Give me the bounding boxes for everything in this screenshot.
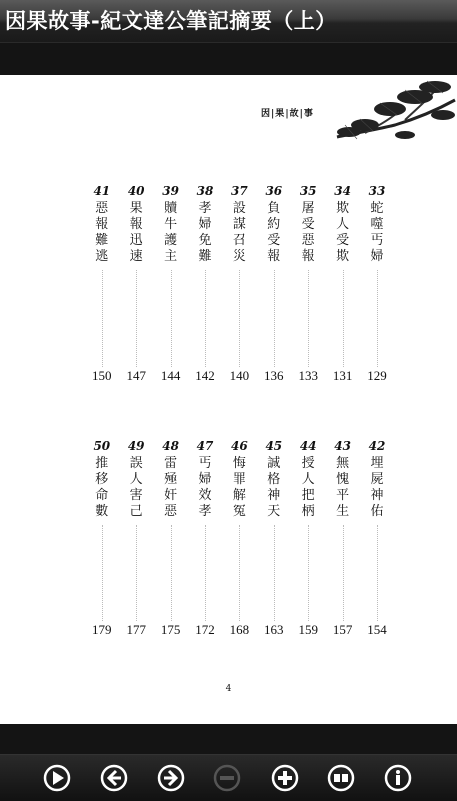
pine-branch-illustration — [335, 75, 457, 150]
toc-entry-title-char: 己 — [129, 504, 143, 519]
toc-entry-title-char: 解 — [232, 488, 246, 503]
toc-leader-dots — [136, 525, 137, 621]
toc-entry-title-char: 佑 — [370, 504, 384, 519]
toc-entry-title-char: 殛 — [164, 472, 178, 487]
toc-entry-title-char: 無 — [336, 456, 350, 471]
toc-entry-title-char: 埋 — [370, 456, 384, 471]
next-icon — [156, 763, 186, 793]
toc-entry-title-char: 報 — [95, 217, 109, 232]
sub-bar — [0, 42, 457, 76]
toc-entry-title-char: 平 — [336, 488, 350, 503]
toc-entry-title-char: 柄 — [301, 504, 315, 519]
toc-entry-number: 49 — [127, 439, 145, 453]
toc-leader-dots — [377, 270, 378, 367]
book-page[interactable] — [0, 75, 457, 724]
toc-entry-title-char: 欺 — [336, 249, 350, 264]
toc-leader-dots — [343, 270, 344, 367]
toc-entry[interactable] — [92, 439, 112, 520]
toc-entry-title-char: 召 — [232, 233, 246, 248]
app-title: 因果故事-紀文達公筆記摘要（上） — [5, 9, 337, 33]
toc-entry-title — [126, 201, 146, 265]
toc-entry-title-char: 丐 — [198, 456, 212, 471]
toc-entry-title-char: 屠 — [301, 201, 315, 216]
toc-entry-number: 47 — [196, 439, 214, 453]
toc-entry-number: 43 — [334, 439, 351, 453]
toc-leader-dots — [239, 525, 240, 621]
toc-entry-title-char: 推 — [95, 456, 109, 471]
toc-entry-title — [264, 456, 284, 520]
toc-entry-title-char: 誠 — [267, 456, 281, 471]
bottom-bar — [0, 724, 457, 754]
toc-entry-title-char: 報 — [267, 249, 281, 264]
toc-entry-title-char: 數 — [95, 504, 109, 519]
toc-leader-dots — [343, 525, 344, 621]
toc-entry-title-char: 免 — [198, 233, 212, 248]
toc-leader-dots — [239, 270, 240, 367]
header-tag-char: 果 — [275, 109, 286, 119]
toc-entry-page[interactable]: 140 — [229, 368, 250, 383]
toc-entry-title — [161, 456, 181, 520]
page-folio: 4 — [225, 684, 232, 694]
toc-entry-page[interactable]: 154 — [367, 622, 387, 637]
toc-entry-page[interactable]: 131 — [332, 368, 353, 383]
toc-entry-page[interactable]: 157 — [332, 622, 353, 637]
toc-entry[interactable] — [298, 439, 318, 520]
toc-entry-title-char: 冤 — [232, 504, 246, 519]
toc-entry-title-char: 效 — [198, 488, 212, 503]
toc-entry-number: 44 — [299, 439, 317, 453]
toc-entry-title — [333, 201, 353, 265]
toc-entry-title-char: 命 — [95, 488, 109, 503]
toc-entry-title-char: 受 — [267, 233, 281, 248]
toc-entry-page[interactable]: 144 — [160, 368, 181, 383]
toc-entry-title-char: 難 — [198, 249, 212, 264]
toc-entry-page[interactable]: 168 — [229, 622, 250, 637]
toc-entry-title-char: 噬 — [370, 217, 384, 232]
toc-entry-title-char: 雷 — [164, 456, 178, 471]
toc-entry-title-char: 果 — [129, 201, 143, 216]
toc-entry[interactable] — [161, 184, 181, 265]
two-page-icon — [326, 763, 356, 793]
toc-entry[interactable] — [367, 439, 387, 520]
toc-entry-title-char: 護 — [164, 233, 178, 248]
toc-entry-title — [229, 456, 249, 520]
toc-entry-number: 50 — [93, 439, 111, 453]
toc-leader-dots — [308, 525, 309, 621]
toc-entry-page[interactable]: 136 — [264, 368, 284, 383]
toc-entry[interactable] — [333, 184, 353, 265]
toc-entry-number: 41 — [93, 184, 111, 198]
toc-leader-dots — [377, 525, 378, 621]
toc-entry-number: 38 — [196, 184, 214, 198]
toc-entry-title-char: 惡 — [95, 201, 109, 216]
toc-entry[interactable] — [264, 439, 284, 520]
toc-entry[interactable] — [298, 184, 318, 265]
toc-entry-title-char: 速 — [129, 249, 143, 264]
toc-entry-title — [161, 201, 181, 265]
toc-entry-number: 33 — [368, 184, 386, 198]
toc-entry-title-char: 贖 — [164, 201, 178, 216]
toc-entry-title-char: 孝 — [198, 504, 212, 519]
toc-entry-title-char: 天 — [267, 504, 281, 519]
toc-entry-title — [367, 456, 387, 520]
toc-entry-page[interactable]: 177 — [126, 622, 146, 637]
toc-entry[interactable] — [195, 439, 215, 520]
toc-entry-title-char: 蛇 — [370, 201, 384, 216]
toc-entry-title — [92, 456, 112, 520]
two-page-button[interactable] — [326, 763, 356, 793]
toc-entry[interactable] — [126, 439, 146, 520]
toc-entry[interactable] — [367, 184, 387, 265]
toc-entry-title-char: 婦 — [370, 249, 384, 264]
toc-entry-number: 46 — [231, 439, 248, 453]
toc-entry-page[interactable]: 179 — [92, 622, 112, 637]
toc-entry-title-char: 罪 — [232, 472, 246, 487]
toc-entry[interactable] — [126, 184, 146, 265]
toc-entry-title-char: 約 — [267, 217, 281, 232]
toc-entry-title — [195, 456, 215, 520]
play-icon — [42, 763, 72, 793]
toc-entry-title-char: 設 — [232, 201, 246, 216]
toc-entry-page[interactable]: 163 — [264, 622, 284, 637]
toc-entry-title-char: 丐 — [370, 233, 384, 248]
toc-entry-page[interactable]: 150 — [92, 368, 112, 383]
toc-entry-title-char: 孝 — [198, 201, 212, 216]
info-button[interactable] — [383, 763, 413, 793]
toc-entry-title-char: 格 — [267, 472, 281, 487]
toc-entry-number: 34 — [334, 184, 351, 198]
toc-entry-page[interactable]: 142 — [195, 368, 215, 383]
toc-entry[interactable] — [229, 439, 249, 520]
next-button[interactable] — [156, 763, 186, 793]
toc-entry-title-char: 報 — [129, 217, 143, 232]
toc-entry-title-char: 報 — [301, 249, 315, 264]
toc-entry-title-char: 負 — [267, 201, 281, 216]
toc-entry-title-char: 惡 — [164, 504, 178, 519]
toc-entry-title — [333, 456, 353, 520]
toc-leader-dots — [171, 270, 172, 367]
toc-entry-title-char: 生 — [336, 504, 350, 519]
toc-entry-title-char: 人 — [129, 472, 143, 487]
toc-entry-title-char: 屍 — [370, 472, 384, 487]
toc-entry[interactable] — [195, 184, 215, 265]
toc-entry-title-char: 婦 — [198, 217, 212, 232]
toc-leader-dots — [102, 525, 103, 621]
toc-entry-title — [126, 456, 146, 520]
header-tag-char: 事 — [303, 109, 314, 119]
header-tag-char: 故 — [289, 109, 300, 119]
toc-entry-title-char: 神 — [267, 488, 281, 503]
header-tag-char: 因 — [261, 109, 272, 119]
toc-entry-page[interactable]: 147 — [126, 368, 146, 383]
zoom-in-button[interactable] — [270, 763, 300, 793]
toc-entry[interactable] — [333, 439, 353, 520]
toc-entry-title-char: 謀 — [232, 217, 246, 232]
toc-entry-page[interactable]: 133 — [298, 368, 318, 383]
toc-entry-title-char: 誤 — [129, 456, 143, 471]
toc-entry-number: 48 — [162, 439, 179, 453]
toc-entry-title-char: 惡 — [301, 233, 315, 248]
toc-entry-title-char: 迅 — [129, 233, 143, 248]
toc-entry-title-char: 欺 — [336, 201, 350, 216]
toc-entry-title-char: 把 — [301, 488, 315, 503]
toc-entry-title-char: 悔 — [232, 456, 246, 471]
toc-entry-title — [367, 201, 387, 265]
toc-entry[interactable] — [264, 184, 284, 265]
toc-entry-title-char: 受 — [301, 217, 315, 232]
zoom-out-icon — [212, 763, 242, 793]
toc-entry-number: 39 — [162, 184, 179, 198]
toc-entry-title-char: 授 — [301, 456, 315, 471]
toc-entry-page[interactable]: 159 — [298, 622, 318, 637]
toc-leader-dots — [308, 270, 309, 367]
toc-entry-page[interactable]: 172 — [195, 622, 215, 637]
toc-entry-title-char: 災 — [232, 249, 246, 264]
toc-leader-dots — [136, 270, 137, 367]
toc-leader-dots — [274, 270, 275, 367]
toc-entry-title-char: 難 — [95, 233, 109, 248]
toc-entry-number: 42 — [368, 439, 386, 453]
toc-leader-dots — [274, 525, 275, 621]
toc-entry-title-char: 人 — [301, 472, 315, 487]
toc-entry[interactable] — [92, 184, 112, 265]
toc-entry-title — [264, 201, 284, 265]
toc-entry-title-char: 神 — [370, 488, 384, 503]
toc-entry-title-char: 婦 — [198, 472, 212, 487]
previous-button[interactable] — [99, 763, 129, 793]
toc-entry-title-char: 奸 — [164, 488, 178, 503]
toc-entry-number: 45 — [265, 439, 283, 453]
toc-entry-title-char: 受 — [336, 233, 350, 248]
toc-entry-title-char: 害 — [129, 488, 143, 503]
toc-entry-title — [298, 456, 318, 520]
title-bar — [0, 0, 457, 42]
toc-entry-title-char: 移 — [95, 472, 109, 487]
toc-entry-number: 36 — [265, 184, 283, 198]
toc-entry-number: 37 — [231, 184, 248, 198]
toc-entry-title — [195, 201, 215, 265]
toc-leader-dots — [205, 525, 206, 621]
toc-entry-title-char: 牛 — [164, 217, 178, 232]
info-icon — [383, 763, 413, 793]
toc-entry-title-char: 愧 — [336, 472, 350, 487]
zoom-in-icon — [270, 763, 300, 793]
play-button[interactable] — [42, 763, 72, 793]
toc-leader-dots — [171, 525, 172, 621]
toc-leader-dots — [205, 270, 206, 367]
toc-leader-dots — [102, 270, 103, 367]
toc-entry-page[interactable]: 175 — [160, 622, 181, 637]
toc-entry-title-char: 逃 — [95, 249, 109, 264]
zoom-out-button[interactable] — [212, 763, 242, 793]
toc-entry[interactable] — [229, 184, 249, 265]
header-tag: 因|果|故|事 — [261, 106, 314, 119]
toc-entry-title-char: 主 — [164, 249, 178, 264]
toc-entry-number: 40 — [127, 184, 145, 198]
toc-entry-title — [298, 201, 318, 265]
toc-entry[interactable] — [161, 439, 181, 520]
toc-entry-title — [229, 201, 249, 265]
previous-icon — [99, 763, 129, 793]
reader-toolbar — [0, 754, 457, 801]
toc-entry-page[interactable]: 129 — [367, 368, 387, 383]
toc-entry-title-char: 人 — [336, 217, 350, 232]
toc-entry-number: 35 — [299, 184, 317, 198]
toc-entry-title — [92, 201, 112, 265]
